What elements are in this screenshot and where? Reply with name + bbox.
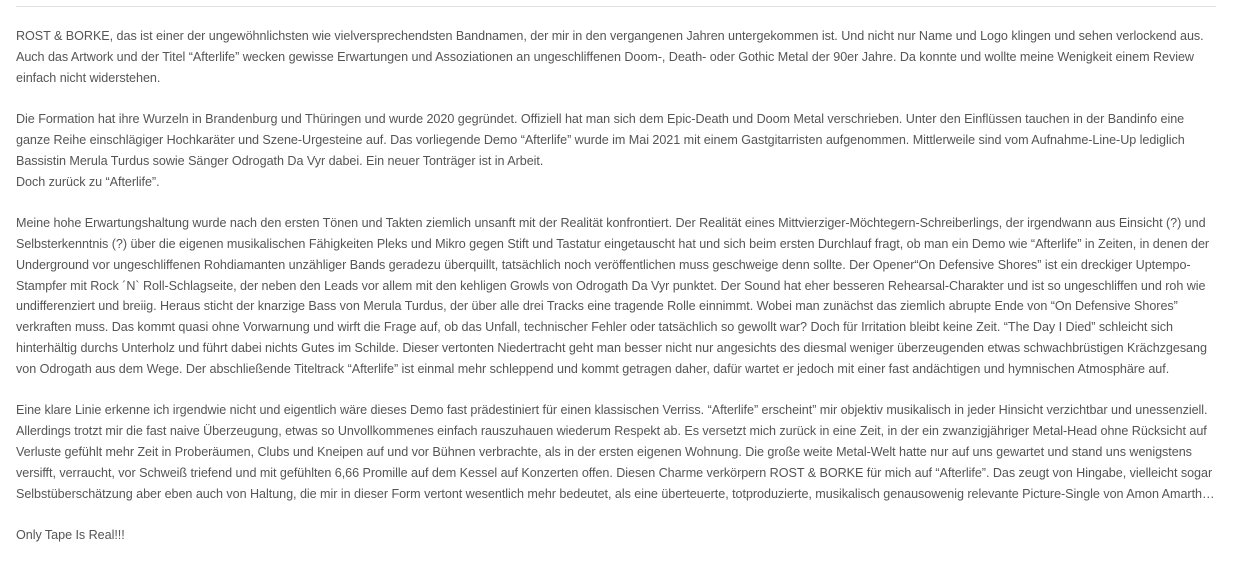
top-divider	[16, 6, 1216, 7]
review-article-body	[16, 26, 1216, 567]
paragraph-band-history: Die Formation hat ihre Wurzeln in Brandenburg und Thüringen und wurde 2020 gegründet. Offiziell hat man sich dem Epic-Death und Doom Metal verschrieben. Unter den Einflüssen tauchen in der Bandinfo eine ganze Reihe einschlägiger Hochkaräter und Szene-Urgesteine auf. Das vorliegende Demo “Afterlife” wurde im Mai 2021 mit einem Gastgitarristen aufgenommen. Mittlerweile sind vom Aufnahme-Line-Up lediglich Bassistin Merula Turdus sowie Sänger Odrogath Da Vyr dabei. Ein neuer Tonträger ist in Arbeit. Doch zurück zu “Afterlife”.	[16, 112, 1185, 189]
paragraph-track-review: Meine hohe Erwartungshaltung wurde nach den ersten Tönen und Takten ziemlich unsanft mit der Realität konfrontiert. Der Realität eines Mittvierziger-Möchtegern-Schreiberlings, der irgendwann aus Einsicht (?) und Selbsterkenntnis (?) über die eigenen musikalischen Fähigkeiten Pleks und Mikro gegen Stift und Tastatur eingetauscht hat und sich beim ersten Durchlauf fragt, ob man ein Demo wie “Afterlife” in Zeiten, in denen der Underground vor ungeschliffenen Rohdiamanten unzähliger Bands geradezu überquillt, tatsächlich noch veröffentlichen muss geschweige denn sollte. Der Opener“On Defensive Shores” ist ein dreckiger Uptempo-Stampfer mit Rock ´N` Roll-Schlagseite, der neben den Leads vor allem mit den kehligen Growls von Odrogath Da Vyr punktet. Der Sound hat eher besseren Rehearsal-Charakter und ist so ungeschliffen und roh wie undifferenziert und breiig. Heraus sticht der knarzige Bass von Merula Turdus, der über alle drei Tracks eine tragende Rolle einnimmt. Wobei man zunächst das ziemlich abrupte Ende von “On Defensive Shores” verkraften muss. Das kommt quasi ohne Vorwarnung und wirft die Frage auf, ob das Unfall, technischer Fehler oder tatsächlich so gewollt war? Doch für Irritation bleibt keine Zeit. “The Day I Died” schleicht sich hinterhältig durchs Unterholz und führt dabei nichts Gutes im Schilde. Dieser vertonten Niedertracht geht man besser nicht nur angesichts des diesmal weniger überzeugenden etwas schwachbrüstigen Krächzgesang von Odrogath aus dem Wege. Der abschließende Titeltrack “Afterlife” ist einmal mehr schleppend und kommt getragen daher, dafür wartet er jedoch mit einer fast andächtigen und hymnischen Atmosphäre auf.	[16, 216, 1210, 376]
paragraph-closing-line: Only Tape Is Real!!!	[16, 528, 125, 543]
paragraph-conclusion: Eine klare Linie erkenne ich irgendwie nicht und eigentlich wäre dieses Demo fast prädestiniert für einen klassischen Verriss. “Afterlife” erscheint” mir objektiv musikalisch in jeder Hinsicht verzichtbar und unessenziell. Allerdings trotzt mir die fast naive Überzeugung, etwas so Unvollkommenes einfach rauszuhauen wiederum Respekt ab. Es versetzt mich zurück in eine Zeit, in der ein zwanzigjähriger Metal-Head ohne Rücksicht auf Verluste gefühlt mehr Zeit in Proberäumen, Clubs und Kneipen auf und vor Bühnen verbrachte, als in der ersten eigenen Wohnung. Die große weite Metal-Welt hatte nur auf uns gewartet und stand uns wenigstens versifft, verraucht, vor Schweiß triefend und mit gefühlten 6,66 Promille auf dem Kessel auf Konzerten offen. Diesen Charme verkörpern ROST & BORKE für mich auf “Afterlife”. Das zeugt von Hingabe, vielleicht sogar Selbstüberschätzung aber eben auch von Haltung, die mir in dieser Form vertont wesentlich mehr bedeutet, als eine überteuerte, totproduzierte, musikalisch genausowenig relevante Picture-Single von Amon Amarth…	[16, 403, 1215, 501]
paragraph-intro: ROST & BORKE, das ist einer der ungewöhnlichsten wie vielversprechendsten Bandnamen, der mir in den vergangenen Jahren untergekommen ist. Und nicht nur Name und Logo klingen und sehen verlockend aus. Auch das Artwork und der Titel “Afterlife” wecken gewisse Erwartungen und Assoziationen an ungeschliffenen Doom-, Death- oder Gothic Metal der 90er Jahre. Da konnte und wollte meine Wenigkeit einem Review einfach nicht widerstehen.	[16, 29, 1204, 85]
